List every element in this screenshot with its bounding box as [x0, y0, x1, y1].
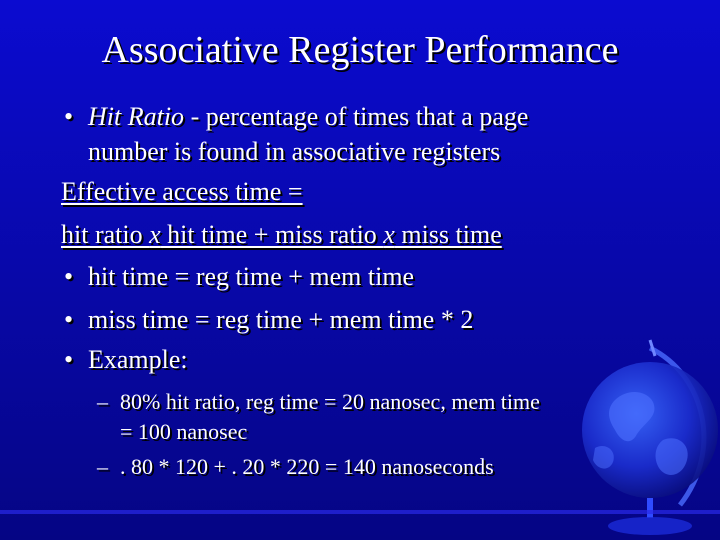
effective-access-time-formula	[61, 220, 502, 250]
example-label: Example:	[88, 345, 188, 374]
formula-part2: hit time + miss ratio	[160, 220, 384, 249]
example-line-1-cont: = 100 nanosec	[120, 419, 248, 444]
bullet-icon: •	[64, 102, 74, 131]
example-line-2: . 80 * 120 + . 20 * 220 = 140 nanoseconds	[120, 454, 494, 479]
example-line-1: 80% hit ratio, reg time = 20 nanosec, mem time	[120, 389, 540, 414]
formula-text	[61, 220, 502, 249]
bullet-icon: •	[64, 345, 74, 374]
miss-time-formula: miss time = reg time + mem time * 2	[88, 305, 474, 334]
eat-label-text: Effective access time =	[61, 177, 303, 206]
hit-ratio-definition	[88, 102, 528, 132]
formula-part3: miss time	[394, 220, 502, 249]
hit-ratio-rest: - percentage of times that a page	[184, 102, 529, 131]
formula-x2: x	[383, 220, 395, 249]
slide-title: Associative Register Performance	[101, 29, 619, 71]
dash-bullet: –	[97, 454, 108, 479]
bottom-divider	[0, 510, 720, 514]
bullet-icon: •	[64, 305, 74, 334]
bullet-icon: •	[64, 262, 74, 291]
formula-part1: hit ratio	[61, 220, 150, 249]
effective-access-time-label	[61, 177, 303, 207]
formula-x1: x	[149, 220, 161, 249]
globe-icon	[555, 330, 720, 540]
dash-bullet: –	[97, 389, 108, 414]
hit-ratio-continuation: number is found in associative registers	[88, 137, 501, 166]
hit-time-formula: hit time = reg time + mem time	[88, 262, 415, 291]
hit-ratio-term: Hit Ratio	[88, 102, 185, 131]
